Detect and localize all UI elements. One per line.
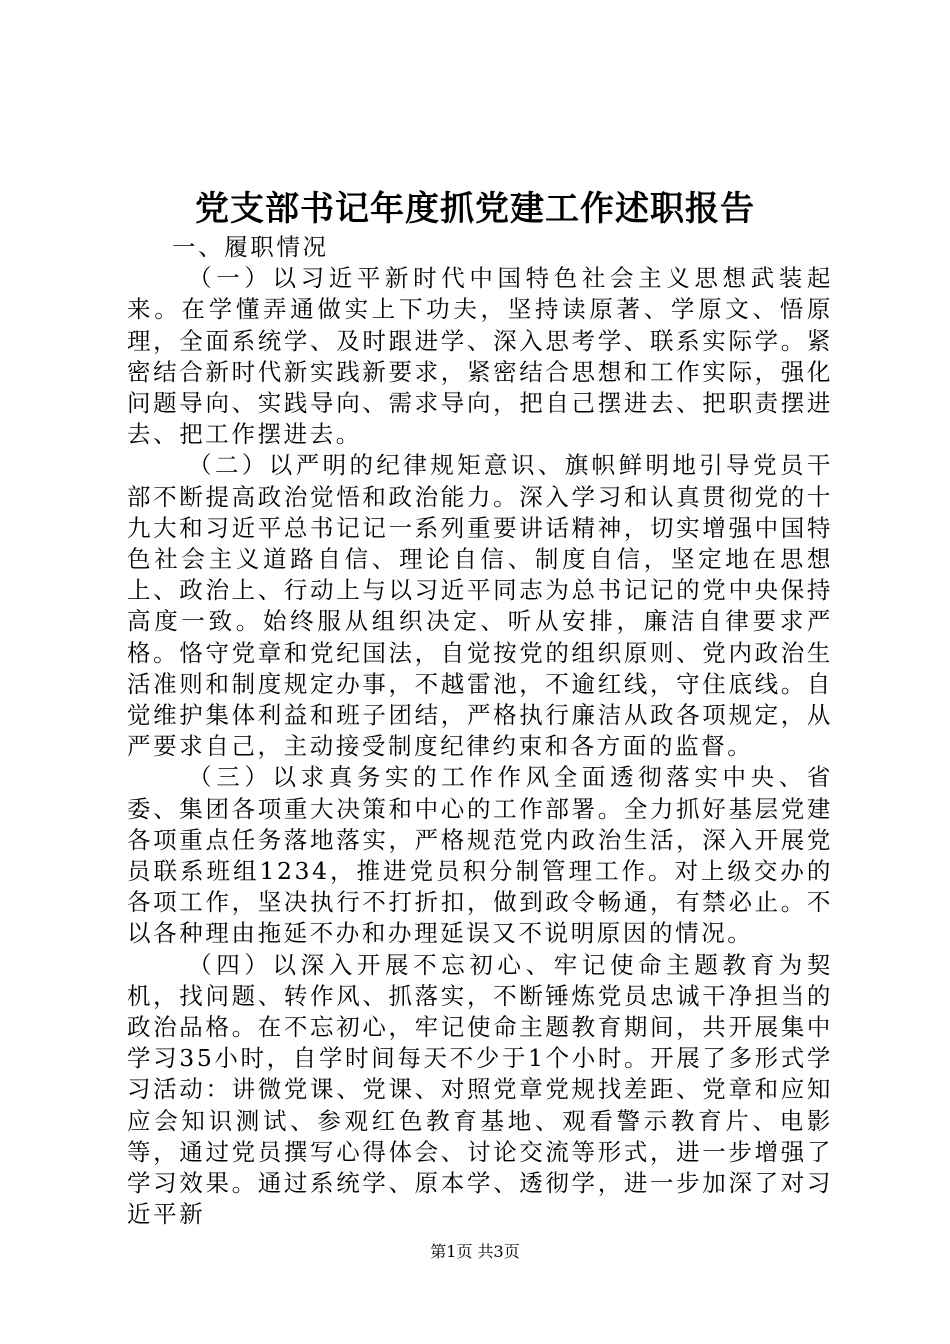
section-heading: 一、履职情况 — [172, 233, 329, 261]
paragraph-2: （二）以严明的纪律规矩意识、旗帜鲜明地引导党员干部不断提高政治觉悟和政治能力。深入学习和认真贯彻党的十九大和习近平总书记记一系列重要讲话精神，切实增强中国特色社会主义道路自信、理论自信、制度自信，坚定地在思想上、政治上、行动上与以习近平同志为总书记记的党中央保持高度一致。始终服从组织决定、听从安排，廉洁自律要求严格。恪守党章和党纪国法，自觉按党的组织原则、党内政治生活准则和制度规定办事，不越雷池，不逾红线，守住底线。自觉维护集体利益和班子团结，严格执行廉洁从政各项规定，从严要求自己，主动接受制度纪律约束和各方面的监督。 — [127, 451, 833, 761]
paragraph-4: （四）以深入开展不忘初心、牢记使命主题教育为契机，找问题、转作风、抓落实，不断锤炼党员忠诚干净担当的政治品格。在不忘初心，牢记使命主题教育期间，共开展集中学习35小时，自学时间每天不少于1个小时。开展了多形式学习活动：讲微党课、党课、对照党章党规找差距、党章和应知应会知识测试、参观红色教育基地、观看警示教育片、电影等，通过党员撰写心得体会、讨论交流等形式，进一步增强了学习效果。通过系统学、原本学、透彻学，进一步加深了对习近平新 — [127, 950, 833, 1229]
paragraph-3: （三）以求真务实的工作作风全面透彻落实中央、省委、集团各项重大决策和中心的工作部署。全力抓好基层党建各项重点任务落地落实，严格规范党内政治生活，深入开展党员联系班组1234，推进党员积分制管理工作。对上级交办的各项工作，坚决执行不打折扣，做到政令畅通，有禁必止。不以各种理由拖延不办和办理延误又不说明原因的情况。 — [127, 763, 833, 948]
document-title: 党支部书记年度抓党建工作述职报告 — [195, 189, 755, 229]
document-body — [127, 232, 833, 1231]
paragraph-1: （一）以习近平新时代中国特色社会主义思想武装起来。在学懂弄通做实上下功夫，坚持读原著、学原文、悟原理，全面系统学、及时跟进学、深入思考学、联系实际学。紧密结合新时代新实践新要求，紧密结合思想和工作实际，强化问题导向、实践导向、需求导向，把自己摆进去、把职责摆进去、把工作摆进去。 — [127, 264, 833, 449]
page-footer: 第1页 共3页 — [430, 1242, 520, 1261]
